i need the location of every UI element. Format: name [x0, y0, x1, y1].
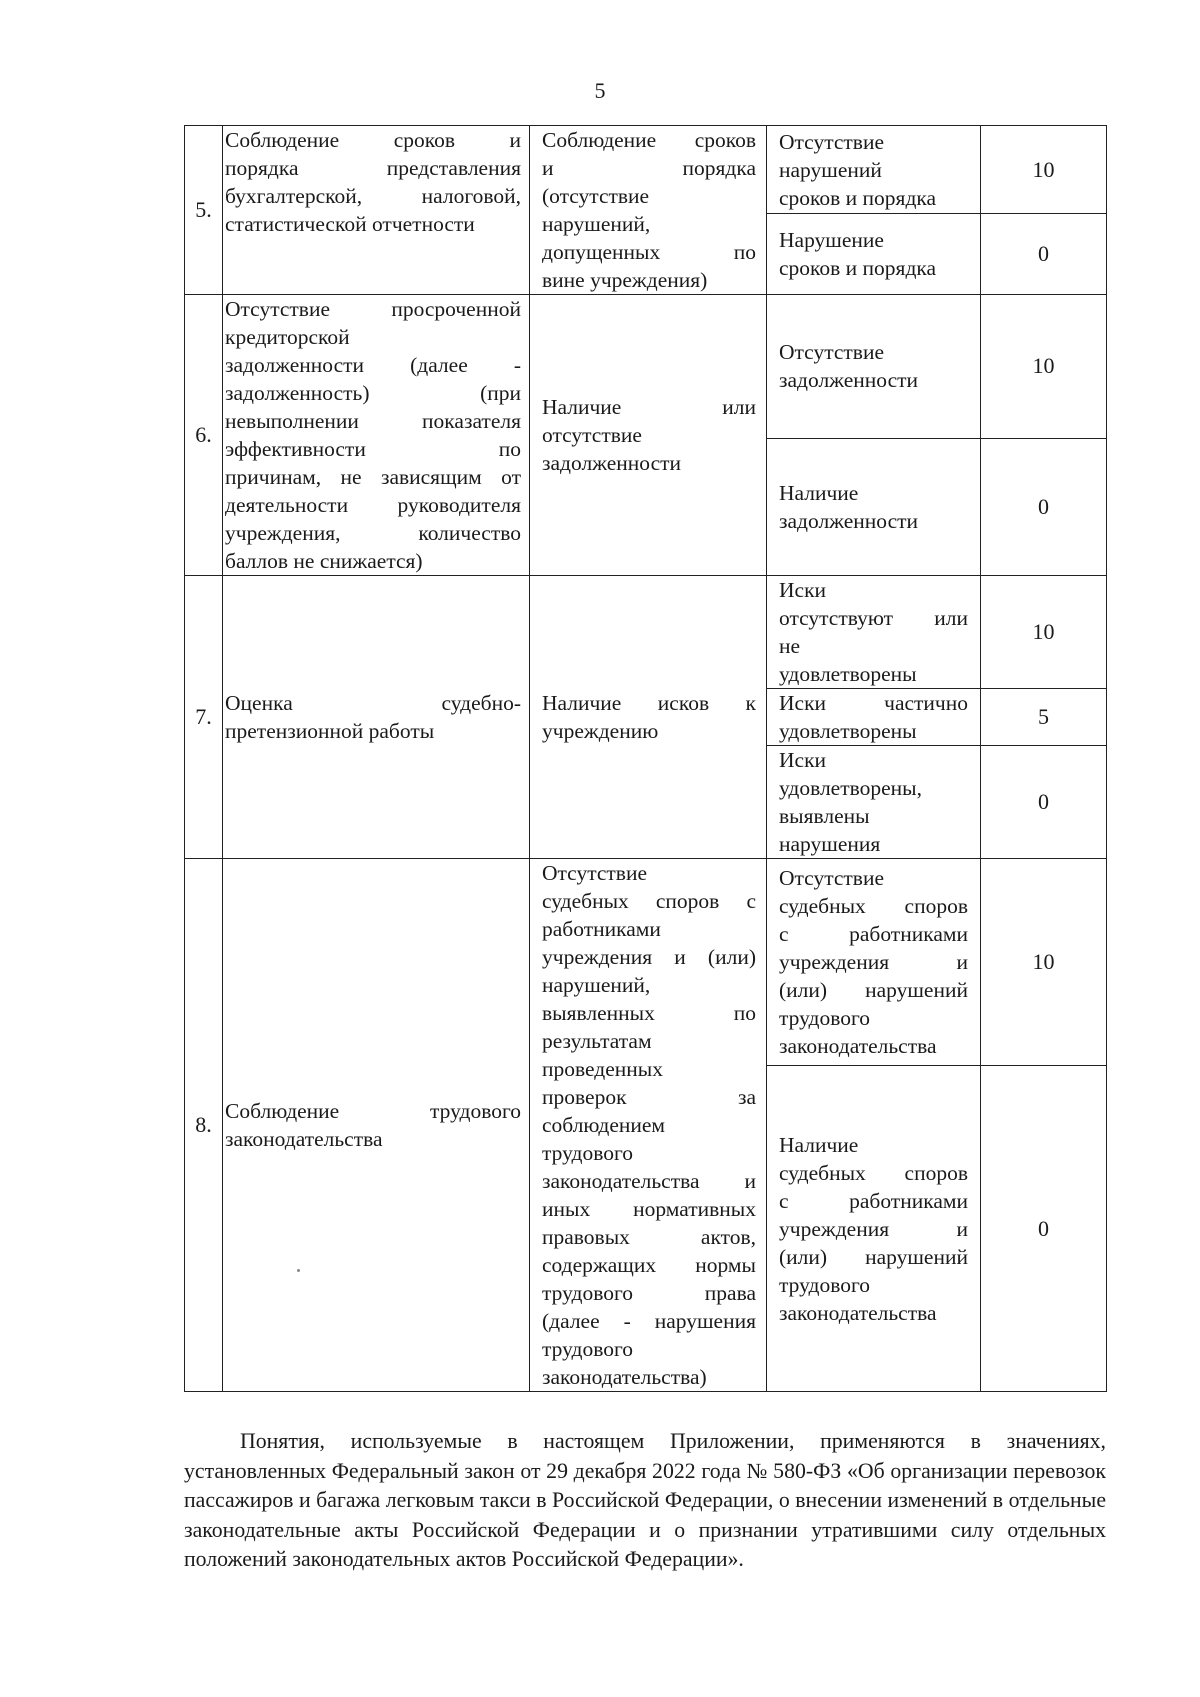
cell-line: выявлены [779, 804, 870, 828]
value-cell [767, 438, 981, 575]
score-cell: 0 [981, 1066, 1107, 1392]
cell-line: учреждению [542, 719, 659, 743]
cell-line: соблюдением [542, 1113, 666, 1137]
value-cell [767, 295, 981, 439]
cell-line: и порядка [542, 156, 756, 180]
cell-line: сроков и порядка [779, 185, 937, 210]
cell-line: законодательства и [542, 1169, 756, 1193]
page-number: 5 [594, 78, 606, 103]
cell-line: Отсутствие [779, 340, 884, 365]
value-cell [767, 576, 981, 689]
value-cell [767, 689, 981, 746]
score-cell: 10 [981, 126, 1107, 214]
cell-line: Иски частично [779, 691, 968, 715]
cell-line: (или) нарушений [779, 1244, 968, 1269]
table-row [185, 859, 1107, 1066]
cell-line: судебных споров с [542, 889, 756, 913]
cell-line: (отсутствие [542, 184, 650, 208]
footnote-paragraph: Понятия, используемые в настоящем Приложении, применяются в значениях, установленных Федеральный закон от 29 декабря 2022 года № 580-ФЗ «Об организации перевозок пассажиров и багажа легковым такси в Российской Федерации, о внесении изменений в отдельные законодательные акты Российской Федерации и о признании утратившими силу отдельных положений законодательных актов Российской Федерации». [184, 1429, 1106, 1571]
cell-line: удовлетворены, [779, 776, 922, 800]
row-number: 5. [185, 126, 223, 295]
cell-line: выявленных по [542, 1001, 756, 1025]
cell-line: законодательства [779, 1034, 937, 1059]
value-cell [767, 859, 981, 1066]
cell-line: отсутствие [542, 423, 642, 447]
cell-line: удовлетворены [779, 719, 917, 743]
cell-line: задолженности (далее - [225, 353, 521, 377]
row-number: 7. [185, 576, 223, 859]
cell-line: Отсутствие [542, 861, 647, 885]
value-cell [767, 746, 981, 859]
cell-line: Иски [779, 748, 827, 772]
score-cell: 10 [981, 295, 1107, 439]
cell-line: Наличие [779, 1132, 859, 1157]
cell-line: Нарушение [779, 228, 884, 253]
criteria-table-body [185, 126, 1107, 1392]
cell-line: (или) нарушений [779, 978, 968, 1003]
cell-line: задолженность) (при [225, 381, 521, 405]
cell-line: нарушений [779, 157, 882, 182]
cell-line: законодательства) [542, 1365, 707, 1389]
value-cell [767, 1066, 981, 1392]
cell-line: трудового [779, 1272, 870, 1297]
cell-line: судебных споров [779, 894, 968, 919]
indicator-cell [530, 859, 767, 1392]
cell-line: Наличие или [542, 395, 756, 419]
score-cell: 0 [981, 746, 1107, 859]
cell-line: вине учреждения) [542, 268, 708, 292]
cell-line: правовых актов, [542, 1225, 756, 1249]
cell-line: Соблюдение сроков и [225, 128, 521, 152]
cell-line: Наличие [779, 480, 859, 505]
indicator-cell [530, 576, 767, 859]
cell-line: претензионной работы [225, 719, 435, 743]
cell-line: статистической отчетности [225, 212, 475, 236]
row-number: 8. [185, 859, 223, 1392]
cell-line: удовлетворены [779, 662, 917, 686]
criterion-cell [223, 295, 530, 576]
cell-line: деятельности руководителя [225, 493, 521, 517]
cell-line: проверок за [542, 1085, 756, 1109]
cell-line: невыполнении показателя [225, 409, 521, 433]
cell-line: (далее - нарушения [542, 1309, 756, 1333]
cell-line: баллов не снижается) [225, 549, 423, 573]
criteria-table [184, 125, 1107, 1392]
cell-line: трудового [779, 1006, 870, 1031]
cell-line: нарушений, [542, 212, 651, 236]
cell-line: работниками [542, 917, 661, 941]
cell-line: Отсутствие [779, 866, 884, 891]
cell-line: законодательства [779, 1300, 937, 1325]
cell-line: задолженности [779, 508, 919, 533]
criterion-cell [223, 576, 530, 859]
value-cell [767, 126, 981, 214]
cell-line: причинам, не зависящим от [225, 465, 521, 489]
score-cell: 10 [981, 576, 1107, 689]
cell-line: задолженности [779, 368, 919, 393]
table-row [185, 576, 1107, 689]
cell-line: эффективности по [225, 437, 521, 461]
table-row [185, 126, 1107, 214]
cell-line: трудового права [542, 1281, 756, 1305]
cell-line: Иски [779, 578, 827, 602]
cell-line: содержащих нормы [542, 1253, 756, 1277]
cell-line: задолженности [542, 451, 682, 475]
cell-line: порядка представления [225, 156, 521, 180]
cell-line: законодательства [225, 1127, 383, 1151]
cell-line: отсутствуют или [779, 606, 968, 630]
cell-line: Соблюдение сроков [542, 128, 756, 152]
criterion-cell [223, 126, 530, 295]
cell-line: кредиторской [225, 325, 350, 349]
cell-line: Соблюдение трудового [225, 1099, 521, 1123]
cell-line: результатам [542, 1029, 652, 1053]
cell-line: Отсутствие [779, 129, 884, 154]
cell-line: иных нормативных [542, 1197, 756, 1221]
cell-line: допущенных по [542, 240, 756, 264]
cell-line: судебных споров [779, 1160, 968, 1185]
scan-speck [297, 1269, 300, 1272]
value-cell [767, 214, 981, 295]
score-cell: 10 [981, 859, 1107, 1066]
row-number: 6. [185, 295, 223, 576]
indicator-cell [530, 126, 767, 295]
cell-line: Наличие исков к [542, 691, 756, 715]
cell-line: Оценка судебно- [225, 691, 521, 715]
cell-line: нарушения [779, 832, 881, 856]
cell-line: с работниками [779, 922, 968, 947]
indicator-cell [530, 295, 767, 576]
cell-line: учреждения и [779, 1216, 968, 1241]
cell-line: нарушений, [542, 973, 651, 997]
score-cell: 0 [981, 438, 1107, 575]
cell-line: трудового [542, 1337, 633, 1361]
score-cell: 0 [981, 214, 1107, 295]
cell-line: не [779, 634, 801, 658]
cell-line: учреждения и [779, 950, 968, 975]
cell-line: Отсутствие просроченной [225, 297, 521, 321]
criterion-cell [223, 859, 530, 1392]
cell-line: учреждения и (или) [542, 945, 756, 969]
cell-line: трудового [542, 1141, 633, 1165]
cell-line: учреждения, количество [225, 521, 521, 545]
cell-line: с работниками [779, 1188, 968, 1213]
cell-line: проведенных [542, 1057, 663, 1081]
score-cell: 5 [981, 689, 1107, 746]
cell-line: сроков и порядка [779, 256, 937, 281]
cell-line: бухгалтерской, налоговой, [225, 184, 521, 208]
table-row [185, 295, 1107, 439]
